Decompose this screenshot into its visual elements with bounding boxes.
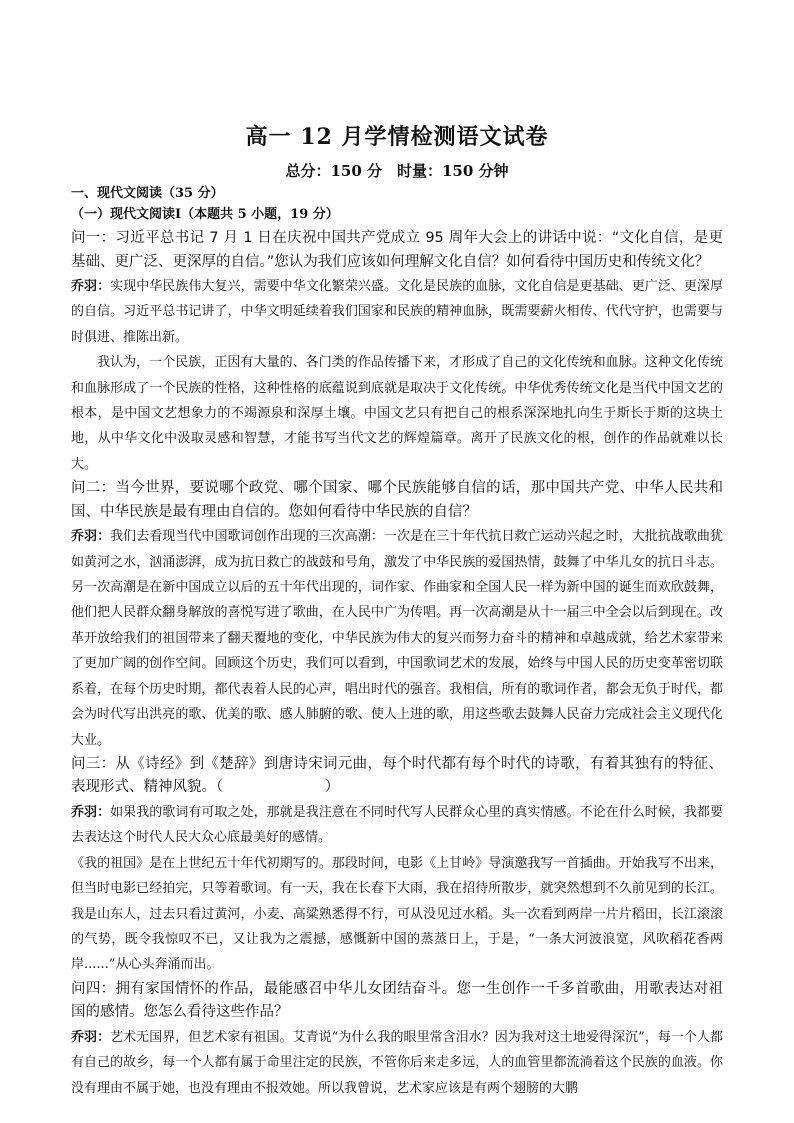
question-4: 问四：拥有家国情怀的作品，最能感召中华儿女团结奋斗。您一生创作一千多首歌曲，用歌表达对祖国的感情。您怎么看待这些作品？: [71, 980, 723, 1021]
question-3: 问三：从《诗经》到《楚辞》到唐诗宋词元曲，每个时代都有每个时代的诗歌，有着其独有的特征、表现形式、精神风貌。（ ）: [71, 755, 723, 796]
speaker-label: 乔羽：: [71, 529, 111, 545]
question-2: 问二：当今世界，要说哪个政党、哪个国家、哪个民族能够自信的话，那中国共产党、中华人民共和国、中华民族是最有理由自信的。您如何看待中华民族的自信？: [71, 480, 723, 520]
answer-2: [71, 524, 723, 753]
question-1: 问一：习近平总书记 7 月 1 日在庆祝中国共产党成立 95 周年大会上的讲话中说：“文化自信，是更基础、更广泛、更深厚的自信。”您认为我们应该如何理解文化自信？如何看待中国历史和传统文化？: [71, 230, 723, 270]
answer-3: [71, 800, 723, 851]
answer-1-text: 实现中华民族伟大复兴，需要中华文化繁荣兴盛。文化是民族的血脉，文化自信是更基础、更广泛、更深厚的自信。习近平总书记讲了，中华文明延续着我们国家和民族的精神血脉，既需要薪火相传、代代守护，也需要与时俱进、推陈出新。: [71, 279, 723, 345]
exam-title: 高一 12 月学情检测语文试卷: [245, 124, 549, 150]
answer-2-text: 我们去看现当代中国歌词创作出现的三次高潮：一次是在三十年代抗日救亡运动兴起之时，大批抗战歌曲犹如黄河之水，汹涌澎湃，成为抗日救亡的战鼓和号角，激发了中华民族的爱国热情，鼓舞了中华儿女的抗日斗志。另一次高潮是在新中国成立以后的五十年代出现的，词作家、作曲家和全国人民一样为新中国的诞生而欢欣鼓舞，他们把人民群众翻身解放的喜悦写进了歌曲，在人民中广为传唱。再一次高潮是从十一届三中全会以后到现在。改革开放给我们的祖国带来了翻天覆地的变化，中华民族为伟大的复兴而努力奋斗的精神和卓越成就，给艺术家带来了更加广阔的创作空间。回顾这个历史，我们可以看到，中国歌词艺术的发展，始终与中国人民的历史变革密切联系着，在每个历史时期，都代表着人民的心声，唱出时代的强音。我相信，所有的歌词作者，都会无负于时代，都会为时代写出洪亮的歌、优美的歌、感人肺腑的歌、使人上进的歌，用这些歌去鼓舞人民奋力完成社会主义现代化大业。: [71, 529, 723, 748]
speaker-label: 乔羽：: [71, 279, 111, 294]
answer-4: [71, 1025, 723, 1101]
subsection-heading: （一）现代文阅读Ⅰ（本题共 5 小题，19 分）: [71, 207, 339, 222]
answer-3-paragraph-2: 《我的祖国》是在上世纪五十年代初期写的。那段时间，电影《上甘岭》导演邀我写一首插曲。开始我写不出来，但当时电影已经拍完，只等着歌词。有一天，我在长春下大雨，我在招待所散步，就突然想到不久前见到的长江。我是山东人，过去只看过黄河，小麦、高粱熟悉得不行，可从没见过水稻。头一次看到两岸一片片稻田，长江滚滚的气势，既令我惊叹不已，又让我为之震撼，感慨新中国的蒸蒸日上，于是，“一条大河波浪宽，风吹稻花香两岸......”从心头奔涌而出。: [71, 855, 723, 973]
answer-3-text: 如果我的歌词有可取之处，那就是我注意在不同时代写人民群众心里的真实情感。不论在什么时候，我都要去表达这个时代人民大众心底最美好的感情。: [71, 804, 723, 846]
exam-subtitle: 总分：150 分 时量：150 分钟: [285, 162, 509, 180]
section-heading: 一、现代文阅读（35 分）: [71, 186, 224, 201]
answer-1-paragraph-2: 我认为，一个民族，正因有大量的、各门类的作品传播下来，才形成了自己的文化传统和血脉。这种文化传统和血脉形成了一个民族的性格，这种性格的底蕴说到底就是取决于文化传统。中华优秀传统文化是当代中国文艺的根本，是中国文艺想象力的不竭源泉和深厚土壤。中国文艺只有把自己的根系深深地扎向生于斯长于斯的这块土地，从中华文化中汲取灵感和智慧，才能书写当代文艺的辉煌篇章。离开了民族文化的根，创作的作品就难以长大。: [71, 355, 723, 472]
exam-body: [71, 184, 723, 1101]
speaker-label: 乔羽：: [71, 1029, 111, 1045]
answer-1: [71, 274, 723, 350]
answer-4-text: 艺术无国界，但艺术家有祖国。艾青说“为什么我的眼里常含泪水？因为我对这土地爱得深沉”，每一个人都有自己的故乡，每一个人都有属于命里注定的民族，不管你后来走多远，人的血管里都流淌着这个民族的血液。你没有理由不属于她，也没有理由不报效她。所以我曾说，艺术家应该是有两个翅膀的大鹏: [71, 1029, 723, 1096]
speaker-label: 乔羽：: [71, 804, 111, 820]
